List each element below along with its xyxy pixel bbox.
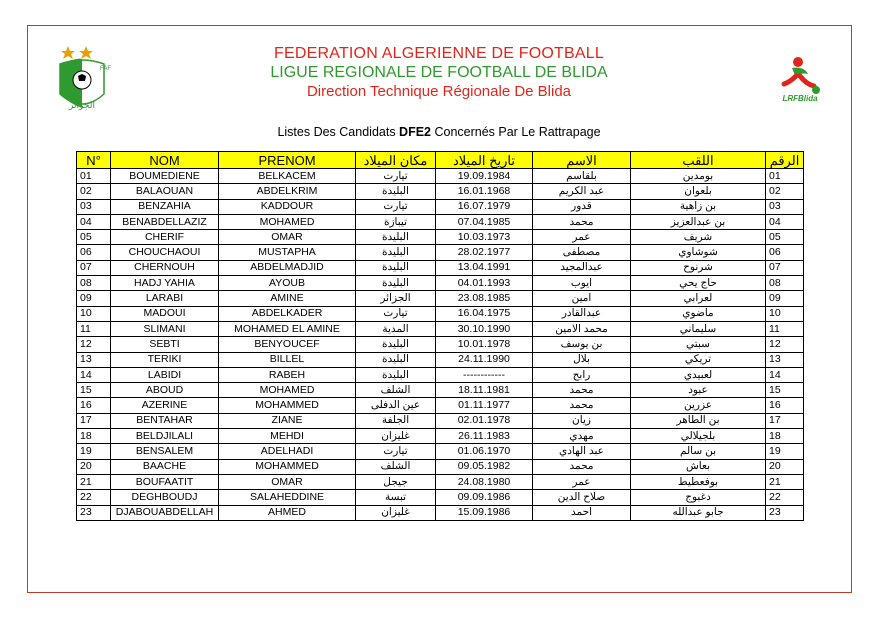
table-row bbox=[77, 321, 804, 336]
cell-ism: محمد bbox=[533, 398, 631, 413]
cell-no: 22 bbox=[77, 490, 111, 505]
cell-date: 24.08.1980 bbox=[436, 474, 533, 489]
faf-logo-caption: الجزائر bbox=[69, 100, 95, 110]
cell-date: 07.04.1985 bbox=[436, 214, 533, 229]
cell-prenom: ZIANE bbox=[219, 413, 356, 428]
cell-lieu: البليدة bbox=[356, 184, 436, 199]
cell-date: 18.11.1981 bbox=[436, 383, 533, 398]
cell-laqab: بن زاهية bbox=[631, 199, 766, 214]
cell-laqab: عزرين bbox=[631, 398, 766, 413]
cell-raqm: 09 bbox=[766, 291, 804, 306]
subtitle-suffix: Concernés Par Le Rattrapage bbox=[431, 125, 601, 139]
cell-lieu: غليزان bbox=[356, 505, 436, 520]
cell-nom: TERIKI bbox=[111, 352, 219, 367]
table-row bbox=[77, 260, 804, 275]
cell-no: 05 bbox=[77, 230, 111, 245]
cell-date: 16.01.1968 bbox=[436, 184, 533, 199]
cell-no: 14 bbox=[77, 367, 111, 382]
cell-laqab: شريف bbox=[631, 230, 766, 245]
cell-lieu: الشلف bbox=[356, 383, 436, 398]
cell-raqm: 10 bbox=[766, 306, 804, 321]
cell-prenom: MOHAMED bbox=[219, 383, 356, 398]
cell-no: 19 bbox=[77, 444, 111, 459]
cell-prenom: MOHAMED EL AMINE bbox=[219, 321, 356, 336]
cell-ism: ايوب bbox=[533, 276, 631, 291]
cell-no: 07 bbox=[77, 260, 111, 275]
cell-date: 23.08.1985 bbox=[436, 291, 533, 306]
cell-lieu: تيبازة bbox=[356, 214, 436, 229]
cell-nom: BAACHE bbox=[111, 459, 219, 474]
cell-laqab: بن عبدالعزيز bbox=[631, 214, 766, 229]
cell-ism: عبدالقادر bbox=[533, 306, 631, 321]
cell-date: 15.09.1986 bbox=[436, 505, 533, 520]
cell-prenom: BILLEL bbox=[219, 352, 356, 367]
col-header-nom: NOM bbox=[111, 152, 219, 169]
cell-ism: محمد الامين bbox=[533, 321, 631, 336]
cell-lieu: البليدة bbox=[356, 337, 436, 352]
cell-lieu: تيارت bbox=[356, 169, 436, 184]
cell-date: 10.01.1978 bbox=[436, 337, 533, 352]
table-row bbox=[77, 474, 804, 489]
cell-no: 03 bbox=[77, 199, 111, 214]
cell-raqm: 06 bbox=[766, 245, 804, 260]
cell-no: 23 bbox=[77, 505, 111, 520]
cell-laqab: بوفعطيط bbox=[631, 474, 766, 489]
cell-nom: LABIDI bbox=[111, 367, 219, 382]
table-row bbox=[77, 490, 804, 505]
subtitle-diploma: DFE2 bbox=[399, 125, 431, 139]
cell-date: 04.01.1993 bbox=[436, 276, 533, 291]
cell-raqm: 17 bbox=[766, 413, 804, 428]
lrf-blida-caption: LRFBlida bbox=[782, 94, 818, 103]
cell-prenom: ABDELMADJID bbox=[219, 260, 356, 275]
cell-prenom: BENYOUCEF bbox=[219, 337, 356, 352]
cell-nom: CHERIF bbox=[111, 230, 219, 245]
cell-no: 08 bbox=[77, 276, 111, 291]
cell-laqab: عبود bbox=[631, 383, 766, 398]
cell-ism: عبد الهادي bbox=[533, 444, 631, 459]
cell-ism: زيان bbox=[533, 413, 631, 428]
col-header-ism: الاسم bbox=[533, 152, 631, 169]
cell-date: 02.01.1978 bbox=[436, 413, 533, 428]
cell-lieu: تبسة bbox=[356, 490, 436, 505]
cell-laqab: بلعوان bbox=[631, 184, 766, 199]
cell-prenom: KADDOUR bbox=[219, 199, 356, 214]
cell-prenom: OMAR bbox=[219, 230, 356, 245]
cell-prenom: BELKACEM bbox=[219, 169, 356, 184]
cell-raqm: 15 bbox=[766, 383, 804, 398]
league-title: LIGUE REGIONALE DE FOOTBALL DE BLIDA bbox=[270, 64, 608, 81]
subtitle-prefix: Listes Des Candidats bbox=[277, 125, 400, 139]
cell-no: 21 bbox=[77, 474, 111, 489]
cell-nom: MADOUI bbox=[111, 306, 219, 321]
cell-date: 10.03.1973 bbox=[436, 230, 533, 245]
cell-no: 13 bbox=[77, 352, 111, 367]
cell-raqm: 07 bbox=[766, 260, 804, 275]
cell-date: 01.06.1970 bbox=[436, 444, 533, 459]
table-row bbox=[77, 169, 804, 184]
cell-raqm: 22 bbox=[766, 490, 804, 505]
cell-ism: محمد bbox=[533, 214, 631, 229]
table-row bbox=[77, 352, 804, 367]
cell-raqm: 23 bbox=[766, 505, 804, 520]
cell-prenom: MUSTAPHA bbox=[219, 245, 356, 260]
cell-no: 12 bbox=[77, 337, 111, 352]
cell-lieu: الجلفة bbox=[356, 413, 436, 428]
cell-lieu: المدية bbox=[356, 321, 436, 336]
page-header bbox=[0, 44, 878, 101]
table-row bbox=[77, 505, 804, 520]
col-header-date: تاريخ الميلاد bbox=[436, 152, 533, 169]
cell-nom: AZERINE bbox=[111, 398, 219, 413]
cell-lieu: البليدة bbox=[356, 260, 436, 275]
cell-prenom: OMAR bbox=[219, 474, 356, 489]
cell-nom: BENTAHAR bbox=[111, 413, 219, 428]
cell-date: ------------ bbox=[436, 367, 533, 382]
table-row bbox=[77, 291, 804, 306]
table-row bbox=[77, 398, 804, 413]
cell-laqab: بعاش bbox=[631, 459, 766, 474]
cell-laqab: بومدين bbox=[631, 169, 766, 184]
cell-lieu: عين الدفلى bbox=[356, 398, 436, 413]
table-row bbox=[77, 413, 804, 428]
cell-laqab: دغبوج bbox=[631, 490, 766, 505]
candidates-table bbox=[76, 151, 804, 521]
cell-raqm: 20 bbox=[766, 459, 804, 474]
cell-ism: محمد bbox=[533, 459, 631, 474]
cell-date: 28.02.1977 bbox=[436, 245, 533, 260]
cell-nom: DJABOUABDELLAH bbox=[111, 505, 219, 520]
federation-title: FEDERATION ALGERIENNE DE FOOTBALL bbox=[274, 45, 604, 62]
cell-raqm: 11 bbox=[766, 321, 804, 336]
table-row bbox=[77, 199, 804, 214]
cell-raqm: 08 bbox=[766, 276, 804, 291]
cell-no: 01 bbox=[77, 169, 111, 184]
cell-ism: محمد bbox=[533, 383, 631, 398]
cell-ism: قدور bbox=[533, 199, 631, 214]
cell-laqab: لعبيدي bbox=[631, 367, 766, 382]
cell-nom: CHERNOUH bbox=[111, 260, 219, 275]
cell-nom: DEGHBOUDJ bbox=[111, 490, 219, 505]
cell-no: 09 bbox=[77, 291, 111, 306]
cell-laqab: بلجيلالي bbox=[631, 429, 766, 444]
cell-nom: BOUFAATIT bbox=[111, 474, 219, 489]
cell-date: 09.05.1982 bbox=[436, 459, 533, 474]
document-subtitle bbox=[0, 125, 878, 139]
table-header-row bbox=[77, 152, 804, 169]
cell-prenom: MOHAMED bbox=[219, 214, 356, 229]
cell-raqm: 14 bbox=[766, 367, 804, 382]
cell-date: 01.11.1977 bbox=[436, 398, 533, 413]
col-header-prenom: PRENOM bbox=[219, 152, 356, 169]
cell-raqm: 12 bbox=[766, 337, 804, 352]
cell-no: 17 bbox=[77, 413, 111, 428]
table-body bbox=[77, 169, 804, 521]
cell-ism: عمر bbox=[533, 474, 631, 489]
direction-title: Direction Technique Régionale De Blida bbox=[306, 83, 572, 100]
cell-prenom: MEHDI bbox=[219, 429, 356, 444]
cell-laqab: تريكي bbox=[631, 352, 766, 367]
table-row bbox=[77, 337, 804, 352]
cell-date: 30.10.1990 bbox=[436, 321, 533, 336]
cell-no: 16 bbox=[77, 398, 111, 413]
cell-date: 09.09.1986 bbox=[436, 490, 533, 505]
table-row bbox=[77, 429, 804, 444]
cell-ism: رابح bbox=[533, 367, 631, 382]
cell-prenom: ABDELKADER bbox=[219, 306, 356, 321]
cell-lieu: الجزائر bbox=[356, 291, 436, 306]
cell-laqab: شوشاوي bbox=[631, 245, 766, 260]
cell-lieu: البليدة bbox=[356, 352, 436, 367]
svg-text:FAF: FAF bbox=[100, 66, 112, 72]
table-row bbox=[77, 367, 804, 382]
cell-nom: CHOUCHAOUI bbox=[111, 245, 219, 260]
col-header-raqm: الرقم bbox=[766, 152, 804, 169]
cell-no: 20 bbox=[77, 459, 111, 474]
cell-lieu: تيارت bbox=[356, 444, 436, 459]
cell-date: 16.07.1979 bbox=[436, 199, 533, 214]
cell-lieu: البليدة bbox=[356, 245, 436, 260]
cell-ism: عمر bbox=[533, 230, 631, 245]
cell-laqab: بن الطاهر bbox=[631, 413, 766, 428]
cell-laqab: ماضوي bbox=[631, 306, 766, 321]
cell-raqm: 01 bbox=[766, 169, 804, 184]
cell-raqm: 05 bbox=[766, 230, 804, 245]
cell-nom: BENABDELLAZIZ bbox=[111, 214, 219, 229]
cell-date: 24.11.1990 bbox=[436, 352, 533, 367]
cell-lieu: غليزان bbox=[356, 429, 436, 444]
col-header-no: N° bbox=[77, 152, 111, 169]
cell-prenom: MOHAMMED bbox=[219, 398, 356, 413]
cell-prenom: ABDELKRIM bbox=[219, 184, 356, 199]
cell-lieu: الشلف bbox=[356, 459, 436, 474]
cell-prenom: AMINE bbox=[219, 291, 356, 306]
col-header-lieu: مكان الميلاد bbox=[356, 152, 436, 169]
cell-laqab: حاج يحي bbox=[631, 276, 766, 291]
table-row bbox=[77, 245, 804, 260]
cell-nom: SEBTI bbox=[111, 337, 219, 352]
cell-nom: SLIMANI bbox=[111, 321, 219, 336]
cell-lieu: البليدة bbox=[356, 276, 436, 291]
cell-ism: مهدي bbox=[533, 429, 631, 444]
cell-laqab: جابو عبدالله bbox=[631, 505, 766, 520]
cell-raqm: 18 bbox=[766, 429, 804, 444]
cell-nom: ABOUD bbox=[111, 383, 219, 398]
table-row bbox=[77, 276, 804, 291]
cell-raqm: 19 bbox=[766, 444, 804, 459]
cell-ism: بن يوسف bbox=[533, 337, 631, 352]
cell-ism: عبدالمجيد bbox=[533, 260, 631, 275]
cell-lieu: البليدة bbox=[356, 230, 436, 245]
cell-laqab: سليماني bbox=[631, 321, 766, 336]
cell-nom: BALAOUAN bbox=[111, 184, 219, 199]
cell-lieu: البليدة bbox=[356, 367, 436, 382]
cell-lieu: تيارت bbox=[356, 199, 436, 214]
cell-raqm: 03 bbox=[766, 199, 804, 214]
cell-no: 04 bbox=[77, 214, 111, 229]
cell-raqm: 16 bbox=[766, 398, 804, 413]
cell-nom: HADJ YAHIA bbox=[111, 276, 219, 291]
cell-raqm: 21 bbox=[766, 474, 804, 489]
cell-prenom: MOHAMMED bbox=[219, 459, 356, 474]
cell-date: 19.09.1984 bbox=[436, 169, 533, 184]
cell-raqm: 13 bbox=[766, 352, 804, 367]
cell-nom: LARABI bbox=[111, 291, 219, 306]
cell-date: 13.04.1991 bbox=[436, 260, 533, 275]
cell-ism: احمد bbox=[533, 505, 631, 520]
cell-prenom: RABEH bbox=[219, 367, 356, 382]
cell-raqm: 04 bbox=[766, 214, 804, 229]
cell-prenom: ADELHADI bbox=[219, 444, 356, 459]
cell-prenom: AYOUB bbox=[219, 276, 356, 291]
cell-laqab: سبتي bbox=[631, 337, 766, 352]
cell-ism: صلاح الدين bbox=[533, 490, 631, 505]
cell-date: 26.11.1983 bbox=[436, 429, 533, 444]
table-row bbox=[77, 230, 804, 245]
cell-raqm: 02 bbox=[766, 184, 804, 199]
cell-laqab: لعرابي bbox=[631, 291, 766, 306]
cell-date: 16.04.1975 bbox=[436, 306, 533, 321]
cell-lieu: جيجل bbox=[356, 474, 436, 489]
cell-no: 06 bbox=[77, 245, 111, 260]
cell-no: 11 bbox=[77, 321, 111, 336]
cell-laqab: شرنوح bbox=[631, 260, 766, 275]
cell-nom: BENZAHIA bbox=[111, 199, 219, 214]
col-header-laqab: اللقب bbox=[631, 152, 766, 169]
cell-nom: BOUMEDIENE bbox=[111, 169, 219, 184]
table-row bbox=[77, 184, 804, 199]
table-row bbox=[77, 444, 804, 459]
cell-lieu: تيارت bbox=[356, 306, 436, 321]
table-row bbox=[77, 214, 804, 229]
table-row bbox=[77, 459, 804, 474]
cell-ism: بلقاسم bbox=[533, 169, 631, 184]
table-row bbox=[77, 383, 804, 398]
cell-laqab: بن سالم bbox=[631, 444, 766, 459]
cell-ism: امين bbox=[533, 291, 631, 306]
cell-ism: عبد الكريم bbox=[533, 184, 631, 199]
cell-no: 10 bbox=[77, 306, 111, 321]
cell-ism: مصطفى bbox=[533, 245, 631, 260]
table-row bbox=[77, 306, 804, 321]
cell-prenom: AHMED bbox=[219, 505, 356, 520]
cell-no: 18 bbox=[77, 429, 111, 444]
cell-ism: بلال bbox=[533, 352, 631, 367]
cell-nom: BELDJILALI bbox=[111, 429, 219, 444]
cell-no: 02 bbox=[77, 184, 111, 199]
cell-no: 15 bbox=[77, 383, 111, 398]
cell-nom: BENSALEM bbox=[111, 444, 219, 459]
cell-prenom: SALAHEDDINE bbox=[219, 490, 356, 505]
